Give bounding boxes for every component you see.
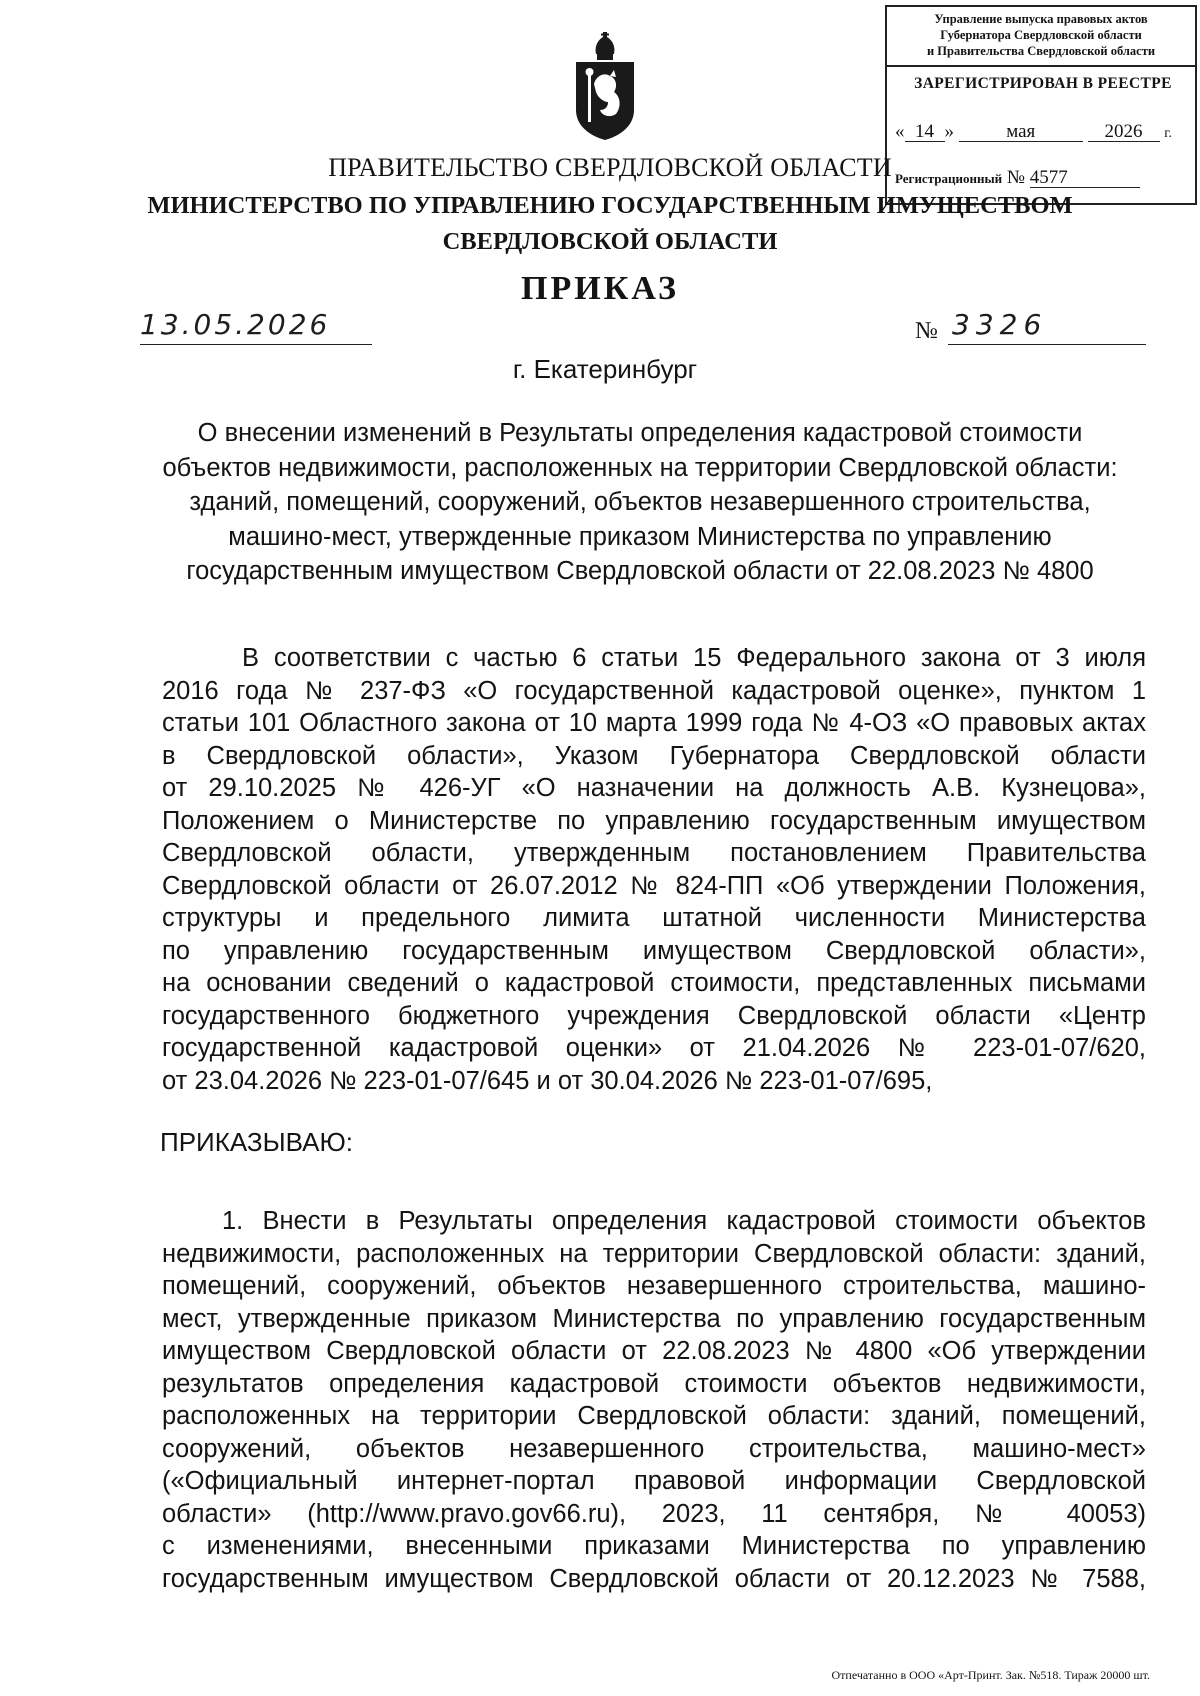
stamp-month: мая bbox=[959, 122, 1083, 142]
coat-of-arms-icon bbox=[570, 32, 640, 142]
government-name: ПРАВИТЕЛЬСТВО СВЕРДЛОВСКОЙ ОБЛАСТИ bbox=[328, 153, 892, 182]
document-subject: О внесении изменений в Результаты определения кадастровой стоимости объектов недвижимости, расположенных на территории Свердловской области: зданий, помещений, сооружений, объектов незавершенного строительства, машино-мест, утвержденные приказом Министерства по управлению государственным имуществом Свердловской области от 22.08.2023 № 4800 bbox=[162, 419, 1118, 585]
stamp-department: Управление выпуска правовых актов Губернатора Свердловской области и Правительства Свердловской области bbox=[887, 11, 1195, 67]
stamp-reg-number: Регистрационный № 4577 bbox=[895, 167, 1191, 189]
order-word: ПРИКАЗЫВАЮ: bbox=[160, 1127, 353, 1157]
ministry-name-line1: МИНИСТЕРСТВО ПО УПРАВЛЕНИЮ ГОСУДАРСТВЕННЫМ ИМУЩЕСТВОМ bbox=[147, 192, 1073, 219]
number-sign: № bbox=[915, 318, 938, 344]
ministry-name-line2: СВЕРДЛОВСКОЙ ОБЛАСТИ bbox=[442, 228, 778, 255]
print-footer: Отпечатанно в ООО «Арт-Принт. Зак. №518. Тираж 20000 шт. bbox=[831, 1668, 1150, 1682]
document-date: 13.05.2026 bbox=[140, 306, 372, 345]
stamp-day: 14 bbox=[905, 122, 945, 142]
document-type: ПРИКАЗ bbox=[521, 270, 679, 307]
item-1-paragraph: 1. Внести в Результаты определения кадастровой стоимости объектов недвижимости, расположенных на территории Свердловской области: зданий, помещений, сооружений, объектов незавершенного строительства, машино- мест, утвержденные приказом Министерства по управлению государственным имуществом Свердловской области от 22.08.2023 № 4800 «Об утверждении результатов определения кадастровой стоимости объектов недвижимости, расположенных на территории Свердловской области: зданий, помещений, сооружений, объектов незавершенного строительства, машино-мест» («Официальный интернет-портал правовой информации Свердловской области» (http://www.pravo.gov66.ru), 2023, 11 сентября, № 40053) с изменениями, внесенными приказами Министерства по управлению государственным имуществом Свердловской области от 20.12.2023 № 7588, bbox=[162, 1207, 1146, 1593]
stamp-title: ЗАРЕГИСТРИРОВАН В РЕЕСТРЕ bbox=[914, 75, 1172, 92]
document-number: 3326 bbox=[948, 306, 1146, 345]
preamble-paragraph: В соответствии с частью 6 статьи 15 Федерального закона от 3 июля 2016 года № 237-ФЗ «О государственной кадастровой оценке», пунктом 1 статьи 101 Областного закона от 10 марта 1999 года № 4-ОЗ «О правовых актах в Свердловской области», Указом Губернатора Свердловской области от 29.10.2025 № 426-УГ «О назначении на должность А.В. Кузнецова», Положением о Министерстве по управлению государственным имуществом Свердловской области, утвержденным постановлением Правительства Свердловской области от 26.07.2012 № 824-ПП «Об утверждении Положения, структуры и предельного лимита штатной численности Министерства по управлению государственным имуществом Свердловской области», на основании сведений о кадастровой стоимости, представленных письмами государственного бюджетного учреждения Свердловской области «Центр государственной кадастровой оценки» от 21.04.2026 № 223-01-07/620, от 23.04.2026 № 223-01-07/645 и от 30.04.2026 № 223-01-07/695, bbox=[162, 644, 1146, 1095]
city: г. Екатеринбург bbox=[512, 354, 698, 384]
stamp-date: « 14 » мая 2026 г. bbox=[895, 121, 1172, 142]
stamp-year: 2026 bbox=[1088, 122, 1160, 142]
reg-number: 4577 bbox=[1030, 168, 1140, 188]
